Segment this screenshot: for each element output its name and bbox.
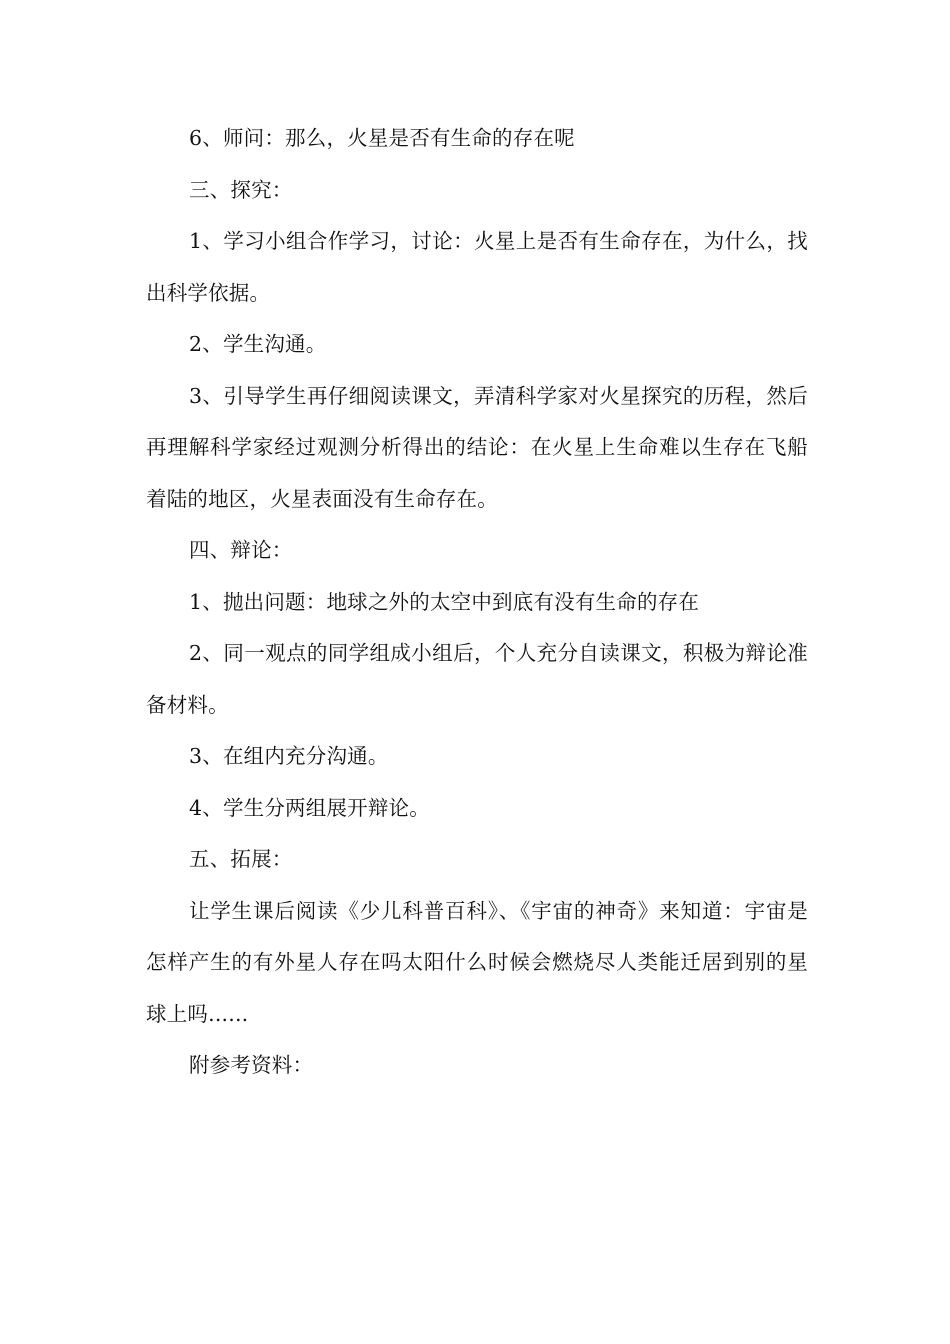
- paragraph-two-group-debate: 4、学生分两组展开辩论。: [189, 795, 430, 820]
- paragraph-teacher-question: 6、师问：那么，火星是否有生命的存在呢: [189, 126, 575, 150]
- paragraph-student-communication: 2、学生沟通。: [189, 332, 327, 356]
- paragraph-group-communication: 3、在组内充分沟通。: [189, 744, 389, 768]
- paragraph-reference-materials: 附参考资料：: [189, 1053, 314, 1077]
- section-heading-explore: 三、探究：: [189, 177, 293, 202]
- paragraph-pose-question: 1、抛出问题：地球之外的太空中到底有没有生命的存在: [189, 589, 700, 614]
- paragraph-after-class-reading: 让学生课后阅读《少儿科普百科》、《宇宙的神奇》来知道：宇宙是怎样产生的有外星人存在吗太阳什么时候会燃烧尽人类能迁居到别的星球上吗......: [146, 898, 808, 1026]
- paragraph-debate-preparation: 2、同一观点的同学组成小组后，个人充分自读课文，积极为辩论准备材料。: [146, 641, 808, 717]
- paragraph-group-discussion: 1、学习小组合作学习，讨论：火星上是否有生命存在，为什么，找出科学依据。: [146, 229, 808, 305]
- document-body: [146, 113, 808, 1092]
- section-heading-debate: 四、辩论：: [189, 538, 293, 562]
- section-heading-extension: 五、拓展：: [189, 847, 293, 871]
- paragraph-guided-reading: 3、引导学生再仔细阅读课文，弄清科学家对火星探究的历程，然后再理解科学家经过观测分析得出的结论：在火星上生命难以生存在飞船着陆的地区，火星表面没有生命存在。: [146, 383, 808, 511]
